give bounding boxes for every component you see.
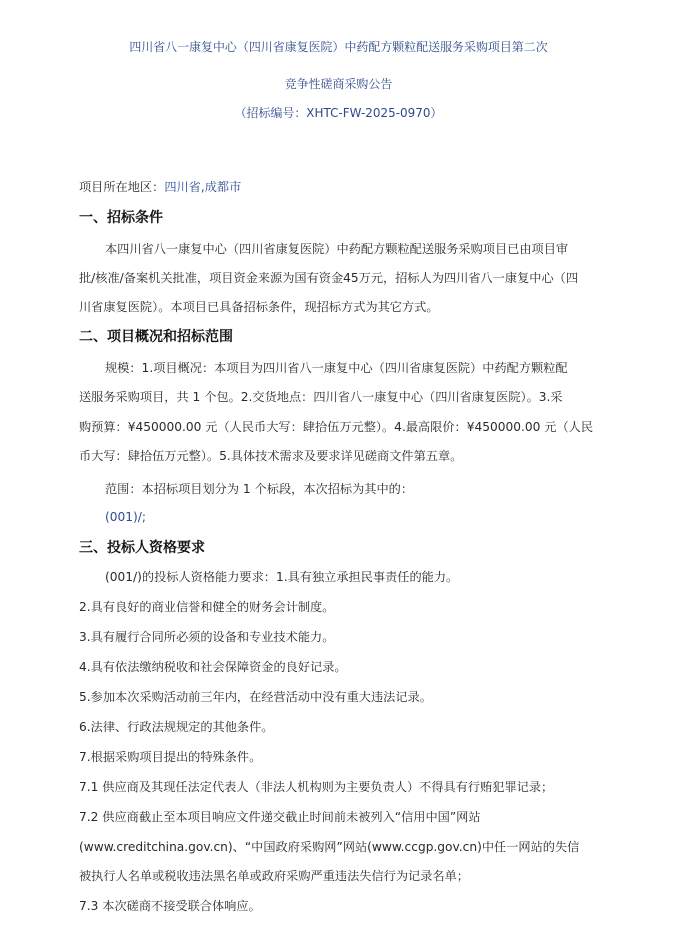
section1-line: 本四川省八一康复中心（四川省康复医院）中药配方颗粒配送服务采购项目已由项目审 (105, 242, 569, 256)
qualification-item: 6.法律、行政法规规定的其他条件。 (79, 720, 274, 734)
qualification-item: 7.根据采购项目提出的特殊条件。 (79, 750, 262, 764)
qualification-item: 被执行人名单或税收违法黑名单或政府采购严重违法失信行为记录名单； (79, 869, 469, 883)
section2-lot: (001)/; (105, 510, 146, 524)
section2-scale-line: 规模：1.项目概况：本项目为四川省八一康复中心（四川省康复医院）中药配方颗粒配 (105, 361, 568, 375)
document-title-line2: 竞争性磋商采购公告 (284, 77, 393, 91)
section2-heading: 二、项目概况和招标范围 (79, 329, 233, 345)
qualification-item: 2.具有良好的商业信誉和健全的财务会计制度。 (79, 600, 335, 614)
qualification-item: 7.3 本次磋商不接受联合体响应。 (79, 899, 261, 913)
qualification-item: (001/)的投标人资格能力要求：1.具有独立承担民事责任的能力。 (105, 570, 459, 584)
location-value: 四川省,成都市 (164, 180, 242, 194)
qualification-item: 7.2 供应商截止至本项目响应文件递交截止时间前未被列入“信用中国”网站 (79, 810, 481, 824)
qualification-item: 4.具有依法缴纳税收和社会保障资金的良好记录。 (79, 660, 347, 674)
section1-heading: 一、招标条件 (79, 210, 163, 226)
qualification-item: (www.creditchina.gov.cn)、“中国政府采购网”网站(www.ccgp.gov.cn)中任一网站的失信 (79, 840, 580, 854)
location-label: 项目所在地区： (79, 180, 165, 194)
qualification-item: 7.1 供应商及其现任法定代表人（非法人机构则为主要负责人）不得具有行贿犯罪记录； (79, 780, 554, 794)
section1-line: 川省康复医院）。本项目已具备招标条件，现招标方式为其它方式。 (79, 300, 439, 314)
section1-line: 批/核准/备案机关批准，项目资金来源为国有资金45万元，招标人为四川省八一康复中心（四 (79, 271, 579, 285)
section3-heading: 三、投标人资格要求 (79, 540, 205, 556)
qualification-item: 3.具有履行合同所必须的设备和专业技术能力。 (79, 630, 335, 644)
project-location (79, 178, 241, 195)
section2-scale-line: 币大写：肆拾伍万元整）。5.具体技术需求及要求详见磋商文件第五章。 (79, 449, 463, 463)
qualification-item: 5.参加本次采购活动前三年内，在经营活动中没有重大违法记录。 (79, 690, 432, 704)
tender-code: （招标编号：XHTC-FW-2025-0970） (234, 106, 443, 120)
section2-scale-line: 购预算：¥450000.00 元（人民币大写：肆拾伍万元整）。4.最高限价：¥450000.00 元（人民 (79, 420, 594, 434)
section2-scale-line: 送服务采购项目，共 1 个包。2.交货地点：四川省八一康复中心（四川省康复医院）。3.采 (79, 390, 563, 404)
document-title-line1: 四川省八一康复中心（四川省康复医院）中药配方颗粒配送服务采购项目第二次 (129, 40, 548, 54)
section2-scope: 范围：本招标项目划分为 1 个标段，本次招标为其中的： (105, 482, 414, 496)
